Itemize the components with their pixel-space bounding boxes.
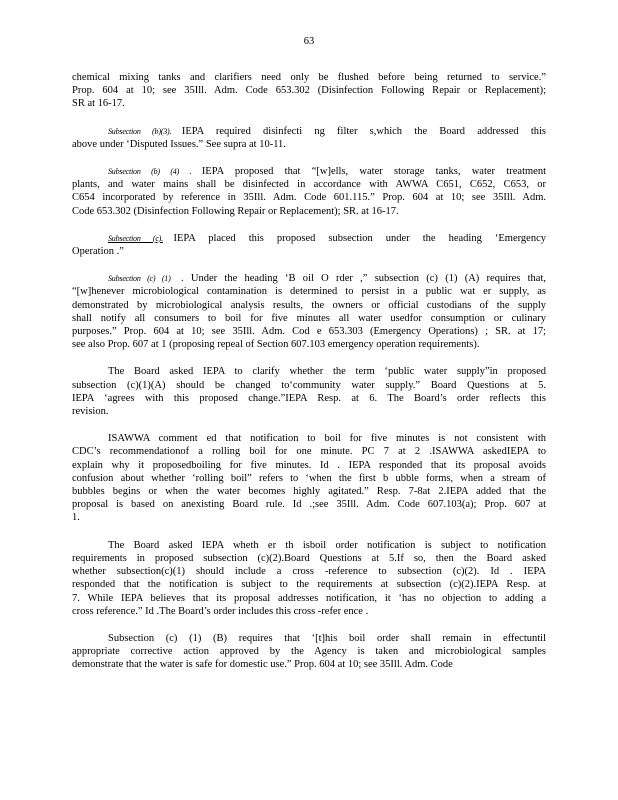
text-line — [72, 71, 546, 84]
paragraph-p2 — [72, 125, 546, 151]
text-line — [72, 405, 546, 418]
text-line — [72, 325, 546, 338]
line-text: proposal is based on anexisting Board rule. Id .;see 35Ill. Adm. Code 607.103(a); Prop. 607 at — [72, 499, 546, 511]
text-line — [72, 592, 546, 605]
paragraph-p9 — [72, 632, 546, 672]
text-line — [72, 565, 546, 578]
line-text: see also Prop. 607 at 1 (proposing repeal of Section 607.103 emergency operation requirements). — [72, 339, 480, 351]
text-line — [72, 605, 546, 618]
text-line — [72, 645, 546, 658]
paragraph-p8 — [72, 539, 546, 618]
line-text: cross reference.” Id .The Board’s order includes this cross -refer ence . — [72, 605, 369, 617]
line-text: demonstrate that the water is safe for domestic use.” Prop. 604 at 10; see 35Ill. Adm. Code — [72, 659, 453, 671]
line-text: Prop. 604 at 10; see 35Ill. Adm. Code 653.302 (Disinfection Following Repair or Replacement); — [72, 85, 546, 97]
paragraph-p6 — [72, 365, 546, 418]
line-text: The Board asked IEPA to clarify whether the term ‘public water supply”in proposed — [108, 366, 546, 378]
line-text: subsection (c)(1)(A) should be changed to‘community water supply.” Board Questions at 5. — [72, 379, 546, 391]
text-line — [72, 191, 546, 204]
line-text: . Under the heading ‘B oil O rder ,” subsection (c) (1) (A) requires that, — [181, 273, 546, 285]
text-line — [72, 138, 546, 151]
text-line — [72, 84, 546, 97]
line-text: IEPA required disinfecti ng filter s,which the Board addressed this — [181, 125, 547, 137]
line-text: responded that the notification is subject to the requirements at subsection (c)(2).IEPA Resp. at — [72, 579, 546, 591]
line-text: revision. — [72, 406, 109, 418]
line-text: chemical mixing tanks and clarifiers need only be flushed before being returned to service.” — [72, 72, 546, 83]
line-text: 1. — [72, 512, 80, 524]
page-number: 63 — [303, 36, 315, 47]
paragraph-p3 — [72, 165, 546, 218]
page-body — [72, 71, 546, 686]
paragraph-p7 — [72, 432, 546, 524]
line-text: IEPA proposed that “[w]ells, water storage tanks, water treatment — [201, 166, 546, 178]
line-text: confusion about whether ‘rolling boil” refers to ‘when the first b ubble forms, when a stream of — [72, 472, 546, 484]
line-text: Subsection (c) (1) (B) requires that ‘[t]his boil order shall remain in effectuntil — [108, 632, 546, 644]
subsection-heading: Subsection (b)(3). — [108, 126, 172, 136]
text-line — [72, 232, 546, 245]
text-line — [72, 578, 546, 591]
text-line — [72, 205, 546, 218]
line-text: “[w]henever microbiological contamination is determined to persist in a public wat er supply, as — [72, 286, 546, 298]
text-line — [72, 178, 546, 191]
text-line — [72, 658, 546, 671]
text-line — [72, 392, 546, 405]
line-text: purposes.” Prop. 604 at 10; see 35Ill. Adm. Cod e 653.303 (Emergency Operations) ; SR. at 17; — [72, 326, 546, 338]
line-text: demonstrated by microbiological analysis results, the owners or official custodians of the supply — [72, 299, 546, 311]
line-text: C654 incorporated by reference in 35Ill. Adm. Code 601.115.” Prop. 604 at 10; see 35Ill. Adm. — [72, 192, 546, 204]
text-line — [72, 511, 546, 524]
text-line — [72, 459, 546, 472]
text-line — [72, 125, 546, 138]
text-line — [72, 432, 546, 445]
text-line — [72, 485, 546, 498]
text-line — [72, 539, 546, 552]
text-line — [72, 632, 546, 645]
line-text: SR at 16-17. — [72, 98, 125, 110]
line-text: explain why it proposedboiling for five minutes. Id . IEPA responded that its proposal avoids — [72, 459, 546, 471]
text-line — [72, 272, 546, 285]
text-line — [72, 365, 546, 378]
line-text: appropriate corrective action approved by the Agency is taken and microbiological samples — [72, 646, 546, 658]
line-text: bubbles begins or when the water becomes highly agitated.” Resp. 7-8at 2.IEPA added that the — [72, 486, 546, 498]
text-line — [72, 552, 546, 565]
line-text: The Board asked IEPA wheth er th isboil order notification is subject to notification — [108, 539, 546, 551]
text-line — [72, 338, 546, 351]
text-line — [72, 498, 546, 511]
paragraph-p1 — [72, 71, 546, 111]
subsection-heading: Subsection (c) (1) — [108, 274, 171, 284]
subsection-heading: Subsection (b) (4) . — [108, 167, 192, 177]
text-line — [72, 285, 546, 298]
subsection-heading: Subsection (c). — [108, 233, 163, 243]
line-text: CDC’s recommendationof a rolling boil for one minute. PC 7 at 2 .ISAWWA askedIEPA to — [72, 446, 546, 458]
paragraph-p5 — [72, 272, 546, 351]
text-line — [72, 379, 546, 392]
text-line — [72, 312, 546, 325]
text-line — [72, 472, 546, 485]
line-text: Operation .” — [72, 246, 124, 258]
line-text: plants, and water mains shall be disinfected in accordance with AWWA C651, C652, C653, or — [72, 179, 546, 191]
line-text: IEPA placed this proposed subsection under the heading ‘Emergency — [173, 232, 546, 244]
line-text: whether subsection(c)(1) should include a cross -reference to subsection (c)(2). Id . IEPA — [72, 566, 546, 578]
text-line — [72, 299, 546, 312]
paragraph-p4 — [72, 232, 546, 258]
line-text: IEPA ‘agrees with this proposed change.”IEPA Resp. at 6. The Board’s order reflects this — [72, 392, 546, 404]
line-text: Code 653.302 (Disinfection Following Repair or Replacement); SR. at 16-17. — [72, 205, 399, 217]
text-line — [72, 97, 546, 110]
line-text: above under ‘Disputed Issues.” See supra at 10-11. — [72, 138, 286, 150]
line-text: ISAWWA comment ed that notification to boil for five minutes is not consistent with — [108, 433, 546, 445]
text-line — [72, 445, 546, 458]
text-line — [72, 245, 546, 258]
line-text: 7. While IEPA believes that its proposal addresses notification, it ‘has no objection to adding a — [72, 592, 546, 604]
line-text: shall notify all consumers to boil for five minutes all water usedfor consumption or culinary — [72, 312, 546, 324]
line-text: requirements in proposed subsection (c)(2).Board Questions at 5.If so, then the Board asked — [72, 552, 546, 564]
text-line — [72, 165, 546, 178]
